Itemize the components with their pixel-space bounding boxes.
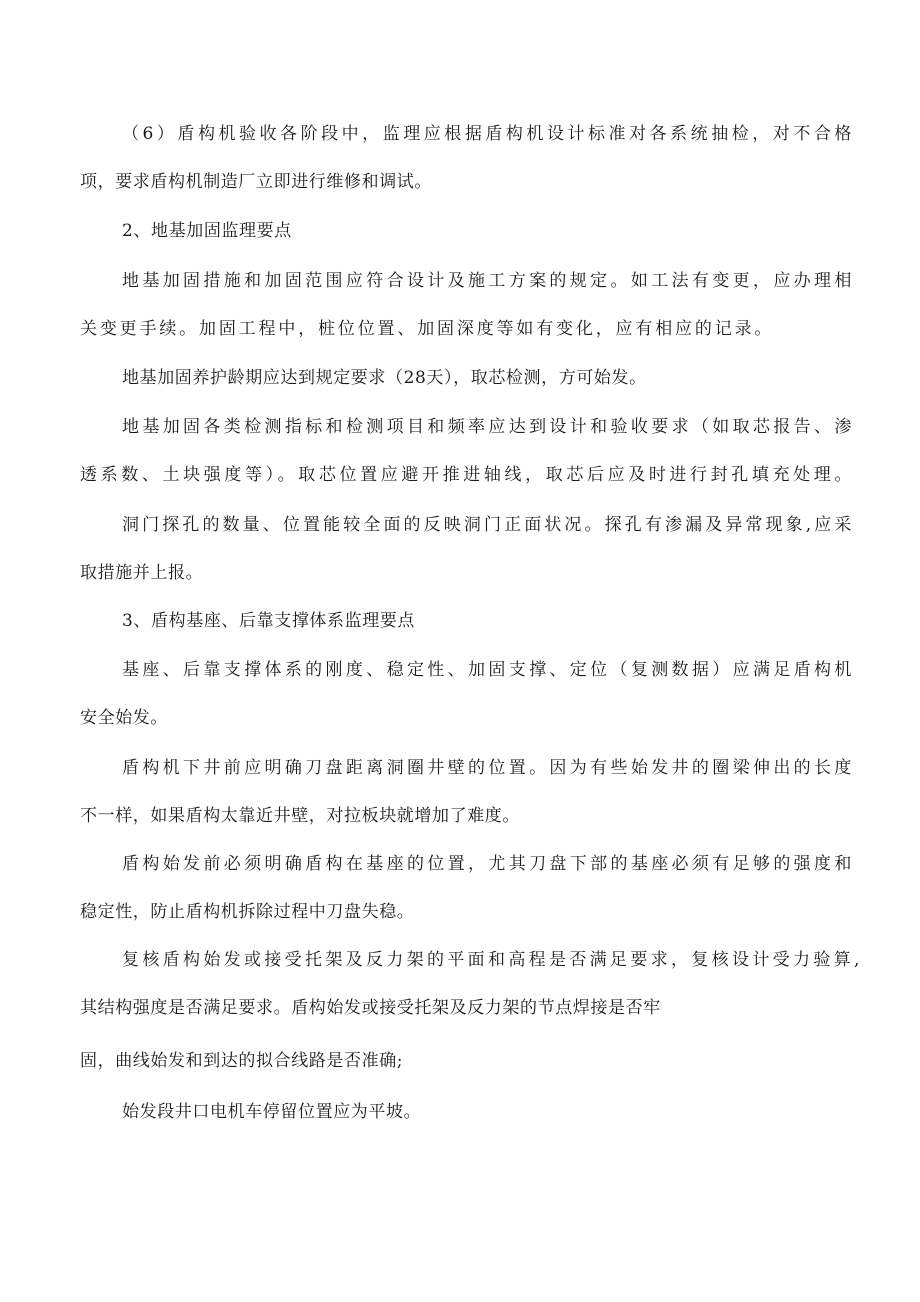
- paragraph-line: 透系数、土块强度等）。取芯位置应避开推进轴线，取芯后应及时进行封孔填充处理。: [80, 465, 852, 485]
- paragraph-line: 不一样，如果盾构太靠近井壁，对拉板块就增加了难度。: [80, 806, 520, 826]
- paragraph-line: 固，曲线始发和到达的拟合线路是否准确;: [80, 1051, 404, 1071]
- paragraph-line: 取措施并上报。: [80, 563, 204, 583]
- paragraph-line: 关变更手续。加固工程中，桩位位置、加固深度等如有变化，应有相应的记录。: [80, 319, 772, 339]
- paragraph-line: 安全始发。: [80, 708, 168, 728]
- paragraph-line: 地基加固各类检测指标和检测项目和频率应达到设计和验收要求（如取芯报告、渗: [122, 417, 852, 437]
- paragraph-line: 基座、后靠支撑体系的刚度、稳定性、加固支撑、定位（复测数据）应满足盾构机: [122, 660, 852, 680]
- paragraph-line: 复核盾构始发或接受托架及反力架的平面和高程是否满足要求，复核设计受力验算,: [122, 950, 860, 970]
- paragraph-line: 地基加固措施和加固范围应符合设计及施工方案的规定。如工法有变更，应办理相: [122, 271, 852, 291]
- paragraph-line: 其结构强度是否满足要求。盾构始发或接受托架及反力架的节点焊接是否牢: [80, 998, 661, 1018]
- section-heading: 2、地基加固监理要点: [122, 221, 292, 241]
- paragraph-line: 盾构机下井前应明确刀盘距离洞圈井壁的位置。因为有些始发井的圈梁伸出的长度: [122, 758, 852, 778]
- section-heading: 3、盾构基座、后靠支撑体系监理要点: [122, 611, 416, 631]
- paragraph-line: 盾构始发前必须明确盾构在基座的位置，尤其刀盘下部的基座必须有足够的强度和: [122, 854, 852, 874]
- paragraph-line: 地基加固养护龄期应达到规定要求（28天），取芯检测，方可始发。: [122, 368, 647, 388]
- paragraph-line: 洞门探孔的数量、位置能较全面的反映洞门正面状况。探孔有渗漏及异常现象,应采: [122, 515, 852, 535]
- paragraph-line: （6）盾构机验收各阶段中，监理应根据盾构机设计标准对各系统抽检，对不合格: [122, 124, 852, 144]
- paragraph-line: 始发段井口电机车停留位置应为平坡。: [122, 1102, 422, 1122]
- paragraph-line: 项，要求盾构机制造厂立即进行维修和调试。: [80, 172, 432, 192]
- paragraph-line: 稳定性，防止盾构机拆除过程中刀盘失稳。: [80, 902, 415, 922]
